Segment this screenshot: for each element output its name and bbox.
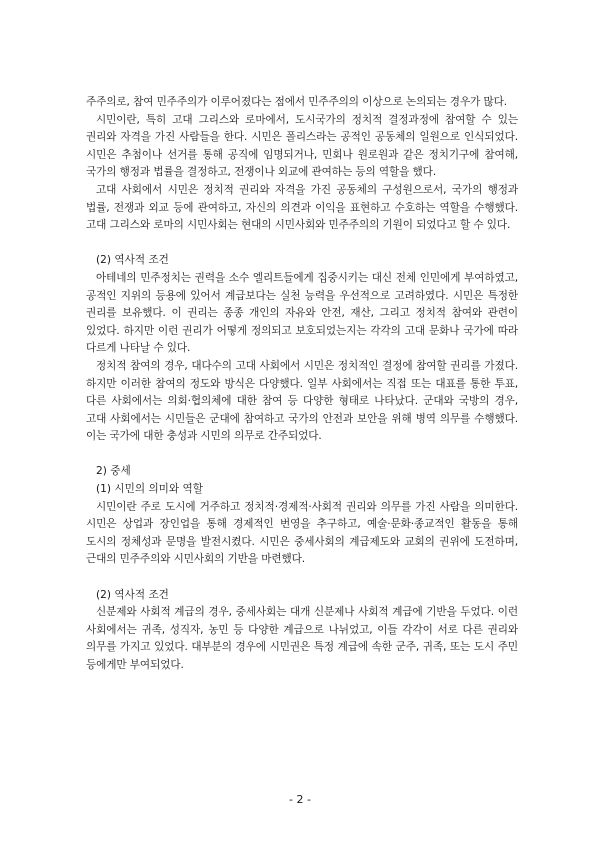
page-number: - 2 -	[289, 793, 311, 806]
paragraph: 시민이란, 특히 고대 그리스와 로마에서, 도시국가의 정치적 결정과정에 참여할 수 있는 권리와 자격을 가진 사람들을 한다. 시민은 폴리스라는 공적인 공동체의 일원으로 인식되었다. 시민은 추첨이나 선거를 통해 공직에 임명되거나, 민회나 원로원과 같은 정치기구에 참여해, 국가의 행정과 법률을 결정하고, 전쟁이나 외교에 관여하는 등의 역할을 했다.	[86, 113, 518, 179]
section-heading: 2) 중세	[96, 465, 131, 478]
paragraph: 고대 사회에서 시민은 정치적 권리와 자격을 가진 공동체의 구성원으로서, 국가의 행정과 법률, 전쟁과 외교 등에 관여하고, 자신의 의견과 이익을 표현하고 수호하는 역할을 수행했다. 고대 그리스와 로마의 시민사회는 현대의 시민사회와 민주주의의 기원이 되었다고 할 수 있다.	[86, 183, 518, 232]
spacer	[86, 569, 518, 587]
spacer	[86, 446, 518, 464]
subsection-heading: (1) 시민의 의미와 역할	[96, 483, 203, 496]
section-heading: (2) 역사적 조건	[96, 254, 169, 267]
paragraph: 신분제와 사회적 계급의 경우, 중세사회는 대개 신분제나 사회적 계급에 기반을 두었다. 이런 사회에서는 귀족, 성직자, 농민 등 다양한 계급으로 나뉘었고, 이들 각각이 서로 다른 권리와 의무를 가지고 있었다. 대부분의 경우에 시민권은 특정 계급에 속한 군주, 귀족, 또는 도시 주민 등에게만 부여되었다.	[86, 606, 518, 671]
paragraph: 정치적 참여의 경우, 대다수의 고대 사회에서 시민은 정치적인 결정에 참여할 권리를 가졌다. 하지만 이러한 참여의 정도와 방식은 다양했다. 일부 사회에서는 직접 또는 대표를 통한 투표, 다른 사회에서는 의회·협의체에 대한 참여 등 다양한 형태로 나타났다. 군대와 국방의 경우, 고대 사회에서는 시민들은 군대에 참여하고 국가의 안전과 보안을 위해 병역 의무를 수행했다. 이는 국가에 대한 충성과 시민의 의무로 간주되었다.	[86, 359, 518, 443]
subsection-heading: (2) 역사적 조건	[96, 588, 169, 601]
paragraph: 주주의로, 참여 민주주의가 이루어졌다는 점에서 민주주의의 이상으로 논의되는 경우가 많다.	[86, 96, 508, 108]
spacer	[86, 235, 518, 253]
paragraph: 시민이란 주로 도시에 거주하고 정치적·경제적·사회적 권리와 의무를 가진 사람을 의미한다. 시민은 상업과 장인업을 통해 경제적인 번영을 추구하고, 예술·문화·종교적인 활동을 통해 도시의 정체성과 문명을 발전시켰다. 시민은 중세사회의 계급제도와 교회의 권위에 도전하며, 근대의 민주주의와 시민사회의 기반을 마련했다.	[86, 500, 518, 566]
document-body	[86, 94, 518, 675]
paragraph: 아테네의 민주정치는 권력을 소수 엘리트들에게 집중시키는 대신 전체 인민에게 부여하였고, 공적인 지위의 등용에 있어서 계급보다는 실천 능력을 우선적으로 고려하였다. 시민은 특정한 권리를 보유했다. 이 권리는 종종 개인의 자유와 안전, 재산, 그리고 정치적 참여와 관련이 있었다. 하지만 이런 권리가 어떻게 정의되고 보호되었는지는 각각의 고대 문화나 국가에 따라 다르게 나타날 수 있다.	[86, 271, 518, 355]
